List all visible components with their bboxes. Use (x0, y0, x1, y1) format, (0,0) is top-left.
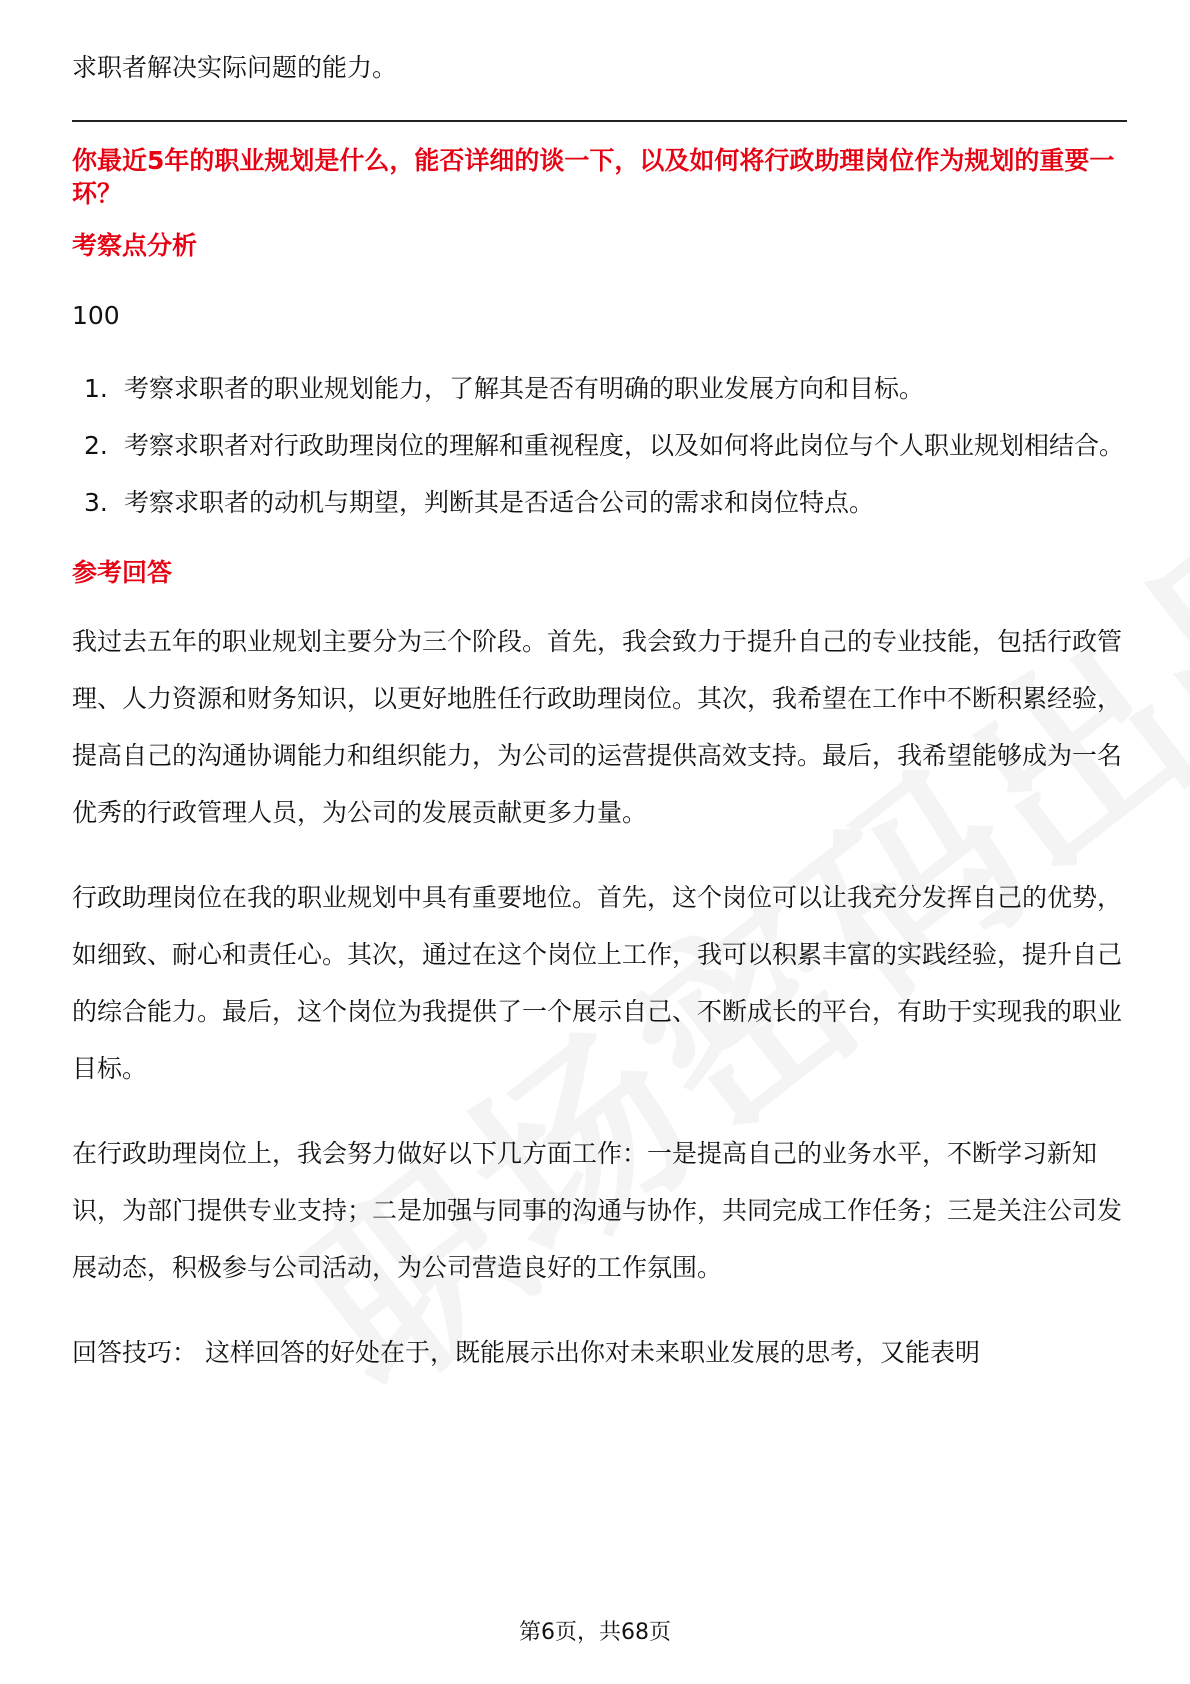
list-item-text: 考察求职者的职业规划能力，了解其是否有明确的职业发展方向和目标。 (124, 374, 925, 403)
list-item (72, 417, 1127, 474)
section-divider (72, 120, 1127, 122)
page-content (72, 48, 1127, 1409)
list-item-number: 1. (84, 374, 108, 403)
score-value: 100 (72, 301, 120, 330)
list-item-number: 3. (84, 488, 108, 517)
answer-paragraph: 我过去五年的职业规划主要分为三个阶段。首先，我会致力于提升自己的专业技能，包括行政管理、人力资源和财务知识，以更好地胜任行政助理岗位。其次，我希望在工作中不断积累经验，提高自己的沟通协调能力和组织能力，为公司的运营提供高效支持。最后，我希望能够成为一名优秀的行政管理人员，为公司的发展贡献更多力量。 (72, 627, 1123, 827)
answer-paragraph: 行政助理岗位在我的职业规划中具有重要地位。首先，这个岗位可以让我充分发挥自己的优势，如细致、耐心和责任心。其次，通过在这个岗位上工作，我可以积累丰富的实践经验，提升自己的综合能力。最后，这个岗位为我提供了一个展示自己、不断成长的平台，有助于实现我的职业目标。 (72, 883, 1123, 1083)
analysis-heading: 考察点分析 (72, 231, 198, 260)
list-item-text: 考察求职者的动机与期望，判断其是否适合公司的需求和岗位特点。 (124, 488, 875, 517)
analysis-points-list (72, 360, 1127, 531)
list-item-number: 2. (84, 431, 108, 460)
answer-paragraph: 在行政助理岗位上，我会努力做好以下几方面工作：一是提高自己的业务水平，不断学习新知识，为部门提供专业支持；二是加强与同事的沟通与协作，共同完成工作任务；三是关注公司发展动态，积极参与公司活动，为公司营造良好的工作氛围。 (72, 1139, 1123, 1282)
page-number: 第6页，共68页 (519, 1620, 671, 1645)
answer-body (72, 613, 1127, 1381)
list-item (72, 474, 1127, 531)
question-title: 你最近5年的职业规划是什么，能否详细的谈一下，以及如何将行政助理岗位作为规划的重要一环？ (72, 146, 1115, 208)
list-item (72, 360, 1127, 417)
answer-heading: 参考回答 (72, 558, 173, 587)
answer-tips-paragraph: 回答技巧： 这样回答的好处在于，既能展示出你对未来职业发展的思考，又能表明 (72, 1338, 980, 1367)
continuation-text: 求职者解决实际问题的能力。 (72, 53, 398, 82)
list-item-text: 考察求职者对行政助理岗位的理解和重视程度，以及如何将此岗位与个人职业规划相结合。 (124, 431, 1125, 460)
